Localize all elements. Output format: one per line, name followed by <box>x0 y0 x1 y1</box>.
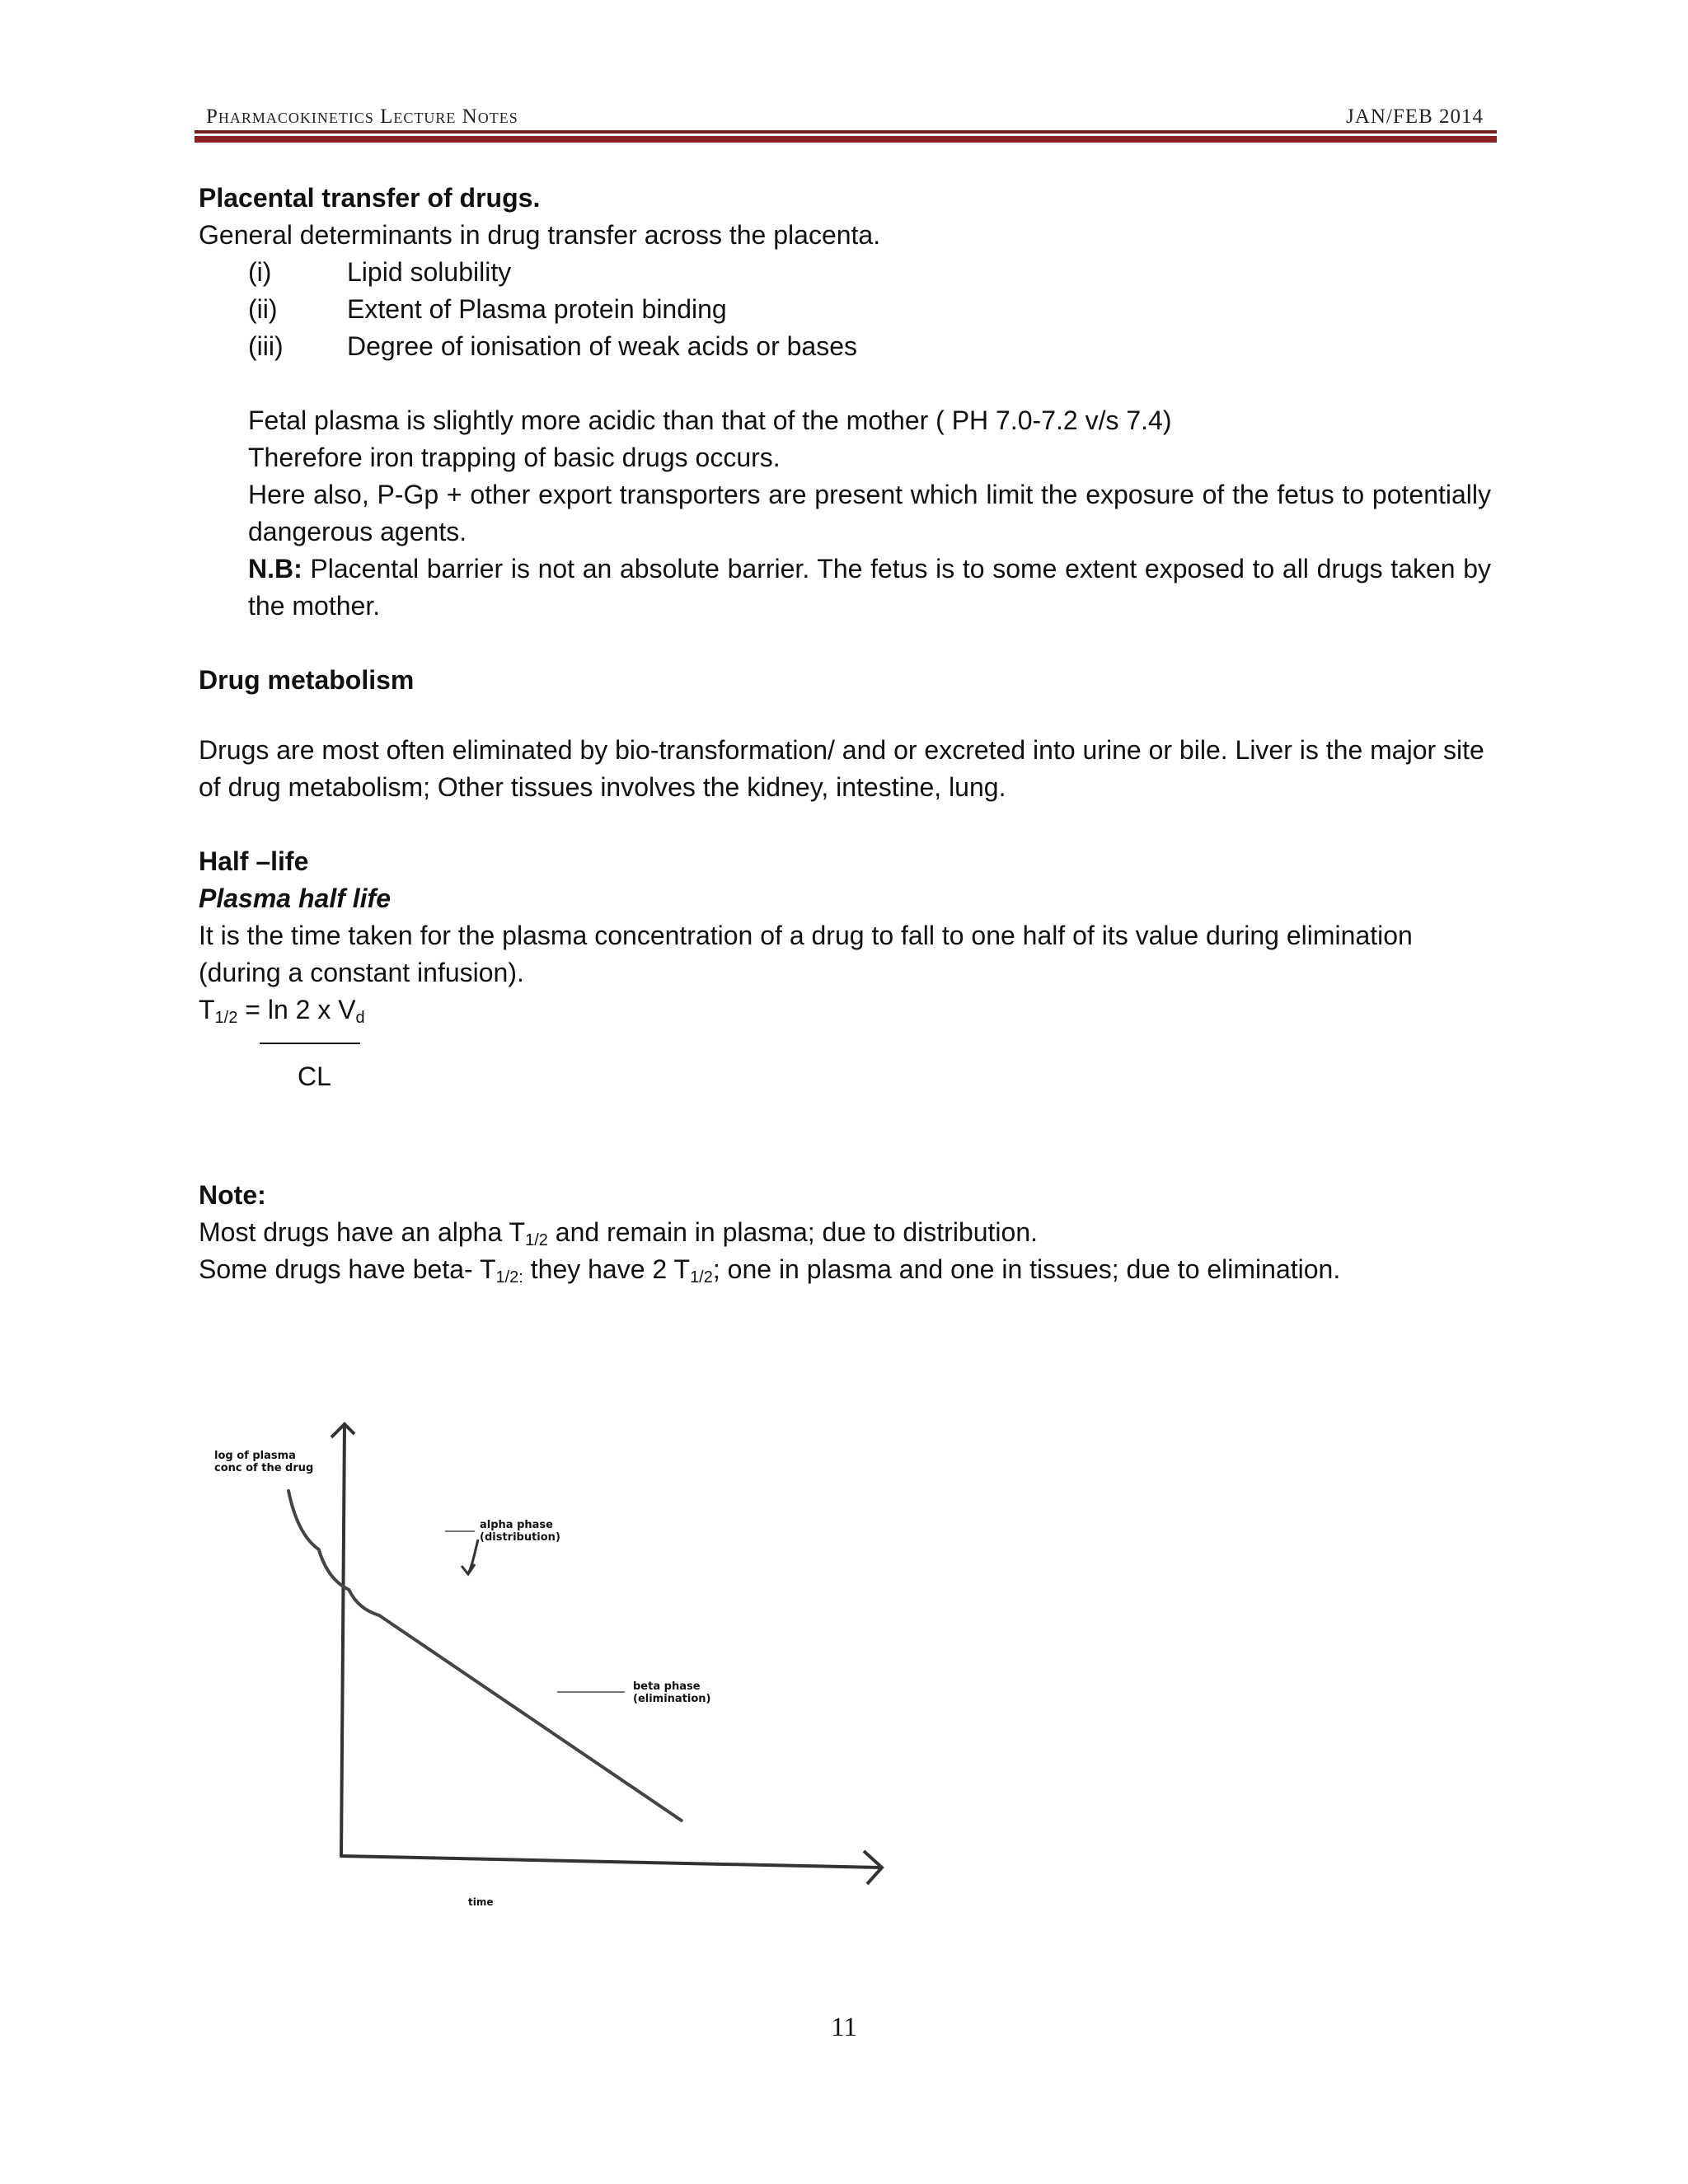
halflife-formula <box>199 991 1491 1029</box>
list-item <box>248 291 1491 328</box>
alpha-label: (distribution) <box>480 1531 560 1544</box>
list-item-number: (i) <box>248 257 272 287</box>
y-axis-label: conc of the drug <box>214 1462 314 1474</box>
header-title: Pharmacokinetics Lecture Notes <box>206 105 518 128</box>
list-item <box>248 328 1491 365</box>
y-axis-label: log of plasma <box>214 1450 296 1462</box>
running-header <box>195 99 1497 132</box>
list-item-text: Degree of ionisation of weak acids or bases <box>347 331 858 361</box>
section-title-metabolism: Drug metabolism <box>199 665 415 695</box>
formula-vd-sub: d <box>355 1009 365 1027</box>
formula-denominator: CL <box>298 1062 331 1091</box>
section-title-note: Note: <box>199 1180 266 1210</box>
placental-para-1: Fetal plasma is slightly more acidic than that of the mother ( PH 7.0-7.2 v/s 7.4) <box>248 405 1172 435</box>
series-line-alpha <box>288 1491 379 1615</box>
formula-t-sub: 1/2 <box>214 1009 238 1027</box>
placental-para-3: Here also, P-Gp + other export transporters are present which limit the exposure of the fetus to potentially dangerous agents. <box>248 480 1491 546</box>
alpha-label: alpha phase <box>480 1519 553 1531</box>
placental-para-2: Therefore iron trapping of basic drugs occurs. <box>248 443 781 472</box>
halflife-text: It is the time taken for the plasma concentration of a drug to fall to one half of its value during elimination (during a constant infusion). <box>199 921 1413 987</box>
series-line-beta <box>379 1615 682 1821</box>
half-life-chart <box>198 1418 923 1912</box>
list-item-text: Lipid solubility <box>347 257 512 287</box>
nb-label: N.B: <box>248 554 302 583</box>
list-item <box>248 254 1491 291</box>
page-content <box>199 180 1491 1288</box>
beta-label: beta phase <box>633 1680 701 1693</box>
placental-intro: General determinants in drug transfer across the placenta. <box>199 220 881 250</box>
beta-label: (elimination) <box>633 1693 711 1705</box>
page-number: 11 <box>831 2013 857 2042</box>
formula-numerator: = ln 2 x V <box>237 995 356 1024</box>
fraction-bar <box>260 1043 360 1044</box>
header-rule-thin <box>195 130 1497 134</box>
x-axis-label: time <box>468 1896 494 1908</box>
header-rule-thick <box>195 136 1497 143</box>
note-line-1: Most drugs have an alpha $T_{1/2}$ and remain in plasma; due to distribution. <box>199 1217 1039 1249</box>
halflife-subtitle: Plasma half life <box>199 883 391 913</box>
placental-nb <box>248 551 1491 625</box>
y-axis <box>341 1424 345 1856</box>
section-title-placental: Placental transfer of drugs. <box>199 183 541 213</box>
note-line-2: Some drugs have beta- $T_{1/2:}$ they have 2 $T_{1/2}$; one in plasma and one in tissues; due to elimination. <box>199 1254 1341 1286</box>
section-title-halflife: Half –life <box>199 846 309 876</box>
list-item-text: Extent of Plasma protein binding <box>347 294 727 324</box>
list-item-number: (iii) <box>248 331 284 361</box>
alpha-arrow <box>462 1540 478 1574</box>
nb-text: Placental barrier is not an absolute barrier. The fetus is to some extent exposed to all drugs taken by the mother. <box>248 554 1491 621</box>
header-date: JAN/FEB 2014 <box>1346 105 1484 128</box>
list-item-number: (ii) <box>248 294 278 324</box>
metabolism-text: Drugs are most often eliminated by bio-transformation/ and or excreted into urine or bile. Liver is the major site of drug metabolism; Other tissues involves the kidney, intestine, lung. <box>199 735 1484 802</box>
formula-t: T <box>199 995 215 1024</box>
x-axis <box>341 1856 880 1868</box>
